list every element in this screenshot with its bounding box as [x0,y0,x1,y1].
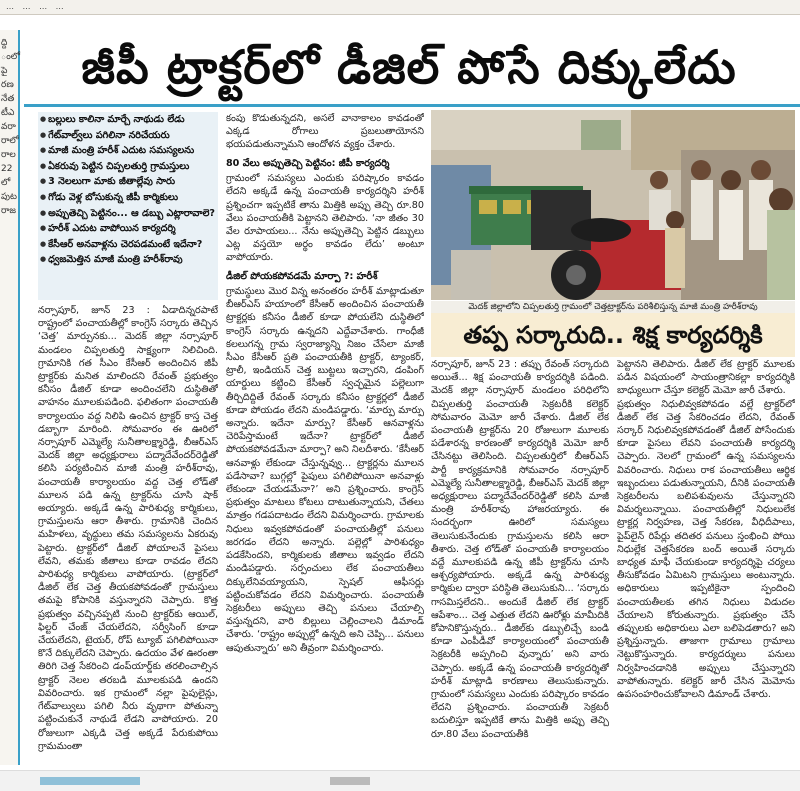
highlight-item: ● బల్లులు కాలినా మార్చే నాథుడు లేడు [38,112,218,128]
news-photo [431,110,795,300]
sidebar-headline: తప్ప సర్కారుది.. శిక్ష కార్యదర్శికి [431,313,795,357]
article-column-2 [226,112,424,762]
top-strip-text: … [39,2,48,11]
article-column-4 [617,358,795,760]
highlight-item: ● ధ్వజమెత్తిన మాజీ మంత్రి హరీశ్‌రావు [38,252,218,268]
adjacent-column-strip [0,30,20,765]
photo-illustration [431,110,795,300]
highlight-item: ● అప్పుతెచ్చి పెట్టినం... ఆ డబ్బు ఎట్లారావాలె? [38,206,218,222]
next-story-graphic [40,777,140,785]
headline-rule [24,104,800,107]
highlight-item: ● గేట్‌వాల్వ్‌లు పగిలినా నరిచేయరు [38,128,218,144]
highlight-item: ● 3 నెలలుగా మాకు జీతాల్లేవు సారు [38,174,218,190]
highlight-item: ● కేసీఆర్‌ అనవాళ్లను చెరపడమంటే ఇదేనా? [38,237,218,253]
adjacent-column-text: ద్ది ంలో పై రణ నేత టీఎ వరా రాలో రాల 22 లో పుట రాజ [1,38,21,216]
top-strip-text: … [6,2,14,11]
article-paragraph: పెట్టానని తెలిపారు. డీజిల్‌ లేక ట్రాక్టర్‌ మూలకు పడిన విషయంలో సాయంత్రానికల్లా కార్యదర్శికి బాధ్యులుగా చేస్తూ కలెక్టర్‌ మెమో జారీ చేశారు. [617,359,795,397]
highlight-item: ● ఏకరువు పెట్టిన చిప్పలతుర్తి గ్రామస్తులు [38,159,218,175]
highlight-item: ● మాజీ మంత్రి హరీశ్‌ ఎదుట సమస్యలను [38,143,218,159]
article-column-1 [38,304,218,759]
article-paragraph: గ్రామంలో సమస్యలు ఎందుకు పరిష్కారం కావడం లేదని అక్కడే ఉన్న పంచాయతీ కార్యదర్శిని హరీశ్‌ ప్రశ్నించగా ఇప్పటికే తాను మిత్తికి అప్పు తెచ్చి రూ.80 వేలు పంచాయతీకి పెట్టానని తెలిపారు. ‘నా జీతం 30 వేల రూపాయలు... నేను అప్పుతెచ్చి పెట్టిన డబ్బులు ఎట్ల వస్తయో అర్థం కావడం లేదు’ అంటూ వాపోయారు. [226,173,424,264]
article-paragraph: నర్సాపూర్‌, జూన్‌ 23 : ఏడాదిన్నరపాటే రాష్ట్రంలో పంచాయతీల్లో కాంగ్రెస్‌ సర్కారు తెచ్చిన ‘చెత్త’ మార్పునకు... మెదక్‌ జిల్లా నర్సాపూర్‌ మండలం చిప్పలతుర్తి సాక్ష్యంగా నిలిచింది. గ్రామానికి గత సీఎం కేసీఆర్‌ అందించిన జీపీ ట్రాక్టర్‌కు మనిత మాలిందని రేవంత్‌ ప్రభుత్వం కనీసం డీజిల్‌ కూడా అందించలేని దుస్థితితో వాహనం మూలకుపడింది. ఫలితంగా పంచాయతీ కార్యాలయం వద్ద నిలిపి ఉంచిన ట్రాక్టర్‌ కాస్త చెత్త డబ్బాగా మారింది. సోమవారం ఈ ఊరిలో నర్సాపూర్‌ ఎమ్మెల్యే సునీతాలక్ష్మారెడ్డి, బీఆర్‌ఎస్‌ మెదక్‌ జిల్లా అధ్యక్షురాలు పద్మాదేవేందర్‌రెడ్డితో కలిసి పర్యటించిన మాజీ మంత్రి హరీశ్‌రావు, పంచాయతీ కార్యాలయం వద్ద చెత్త లోడ్‌తో మూలన పడి ఉన్న ట్రాక్టర్‌ను చూసి షాక్‌ అయ్యారు. అక్కడే ఉన్న పారిశుధ్య కార్మికులు, గ్రామస్తులను ఆరా తీశారు. గ్రామానికి చెందిన మహిళలు, వృద్ధులు తమ సమస్యలను ఏకరువు పెట్టారు. ట్రాక్టర్‌లో డీజిల్‌ పోయాలనే పైసలు లేవని, తమకు జీతాలు కూడా రావడం లేదని పారిశుధ్య కార్మికులు వాపోయారు. (ట్రాక్టర్‌లో డీజిల్‌ లేక చెత్త తీయకపోవడంతో గ్రామస్తులు తమపై కోపానికి వస్తున్నారని చెప్పారు. కొత్త ప్రభుత్వం వచ్చినప్పటి నుంచి ట్రాక్టర్‌కు ఆయిల్‌, ఫిల్టర్‌ చేంజ్‌ చేయలేదని, సర్వీసింగ్‌ కూడా చేయలేదని, టైయర్‌, రోప్‌ ట్యూబ్‌ పగిలిపోయినా కొనే దిక్కులేదని చెప్పారు. ఉదయం వేళ ఊరంతా తిరిగి చెత్త సేకరించి డంప్‌యార్డ్‌కు తరలించాల్సిన ట్రాక్టర్‌ నెలల తరబడి మూలకుపడి ఉందని వివరించారు. ఇక గ్రామంలో నల్లా పైపులైన్లు, గేట్‌వాల్వులు పగిలి నీరు వృథాగా పోతున్నా పట్టించుకునే నాథుడే లేడని వాపోయారు. 20 రోజులుగా ఎక్కడి చెత్త అక్కడే పేరుకుపోయి గ్రామమంతా [38,305,218,752]
article-subheading: డీజిల్‌ పోయకపోవడమే మార్పా ?: హరీశ్‌ [226,270,378,282]
highlights-box [38,112,218,300]
next-story-graphic [330,777,370,785]
article-subheading: 80 వేలు అప్పుతెచ్చి పెట్టినం: జీపీ కార్యదర్శి [226,157,390,169]
photo-caption: మెదక్‌ జిల్లాలోని చిప్పలతుర్తి గ్రామంలో చెత్తట్రాక్టర్‌ను పరిశీలిస్తున్న మాజీ మంత్రి హరీశ్‌రావు [431,301,795,313]
highlight-item: ● గోడు వెళ్ల బోసుకున్న జీపీ కార్మికులు [38,190,218,206]
next-story-strip [0,770,800,791]
article-column-3 [431,358,609,760]
article-paragraph: గ్రామస్థులు మొర విన్న అనంతరం హరీశ్‌ మాట్లాడుతూ బీఆర్‌ఎస్‌ హయాంలో కేసీఆర్‌ అందించిన పంచాయతీ ట్రాక్టర్లకు కనీసం డీజిల్‌ కూడా పోయలేని దుస్థితిలో కాంగ్రెస్‌ సర్కారు ఉన్నదని ఎద్దేవాచేశారు. గాంధీజీ కలలుగన్న గ్రామ స్వరాజ్యాన్ని నిజం చేసేలా మాజీ సీఎం కేసీఆర్‌ ప్రతి పంచాయతీకి ట్రాక్టర్‌, ట్యాంకర్‌, ట్రాలీ, ఇండియన్‌ చెత్త బుట్టలు ఇచ్చారని, డంపింగ్‌ యార్డులు కట్టించి కేసీఆర్‌ స్వచ్ఛమైన పల్లెలుగా తీర్చిదిద్దితే రేవంత్‌ సర్కారు కనీసం ట్రాక్టర్లలో డీజిల్‌ కూడా పోయడం లేదని మండిపడ్డారు. ‘మార్పు మార్పు అన్నారు. ఇదేనా మార్పు? కేసీఆర్‌ ఆనవాళ్లను చెరిపేస్తామంటే ఇదేనా? ట్రాక్టర్‌లో డీజిల్‌ పోయకపోవడమేనా మార్పా? అని నిలదీశారు. ‘కేసీఆర్‌ ఆనవాళ్లు లేకుండా చేస్తున్నవ్వు... ట్రాక్టర్లను మూలన పడేసావా? బుగ్గల్లో పైపులు పగిలిపోయినా అనవాళ్లు లేకుండా చేయడమేనా?’ అని ప్రశ్నించారు. కాంగ్రెస్‌ ప్రభుత్వం మాటలు కోటలు దాటుతున్నాయని, చేతలు మాత్రం గడపదాటడం లేదని విమర్శించారు. గ్రామాలకు నిధులు ఇవ్వకపోవడంతో పంచాయతీల్లో పనులు జరగడం లేదని అన్నారు. పల్లెల్లో పారిశుధ్యం పడకేసిందని, కార్మికులకు జీతాలు ఇవ్వడం లేదని మండిపడ్డారు. సర్పంచులు లేక పంచాయతీలు దిక్కులేనివయ్యాయని, స్పెషల్‌ ఆఫీసర్లు పట్టించుకోవడం లేదని విమర్శించారు. పంచాయతీ సెక్రటరీలు అప్పులు తెచ్చి పనులు చేయాల్సి వస్తున్నదని, వారి బిల్లులు చెల్లించాలని డిమాండ్‌ చేశారు. ‘రాష్ట్రం అప్పుల్లో ఉన్నది అని చెప్పి... పనులు ఆపుతున్నారు’ అని తీవ్రంగా విమర్శించారు. [226,286,424,654]
article-paragraph: ప్రభుత్వం నిధులివ్వకపోవడం వల్లే ట్రాక్టర్‌లో డీజిల్‌ లేక చెత్త సేకరించడం లేదని, రేవంత్‌ సర్కార్‌ నిధులివ్వకపోవడంతో డీజిల్‌ పోసేందుకు కూడా పైసలు లేవని పంచాయతీ కార్యదర్శి చెప్పారు. నెలలో గ్రామంలో ఉన్న సమస్యలను వివరించారు. నిధులు రాక పంచాయతీలు ఆర్థిక ఇబ్బందులు పడుతున్నాయని, దీనికి పంచాయతీ సెక్రటరీలను బలిపశువులను చేస్తున్నారని విమర్శలున్నాయి. పంచాయతీల్లో నిధులులేక ట్రాక్టర్ల నిర్వహణ, చెత్త సేకరణ, వీధిదీపాలు, పైప్‌లైన్‌ రిపేర్లు తదితర పనులు స్తంభించి పోయి నిధుల్లేక చెత్తసేకరణ బంద్‌ అయితే సర్కారు బాధ్యత మాఫీ చేయకుండా కార్యదర్శిపై చర్యలు తీసుకోవడం ఏమిటని గ్రామస్తులు అంటున్నారు. అధికారులు ఇప్పటికైనా స్పందించి పంచాయతీలకు తగిన నిధులు విడుదల చేయాలని కోరుతున్నారు. ప్రభుత్వం చేసే తప్పులకు అధికారులు ఎలా బలిపెడతారు? అని ప్రశ్నిస్తున్నారు. తాజాగా గ్రామాలు గ్రామాలు నెట్టుకొస్తున్నారు. కార్యదర్శులు పనులు నిర్వహించడానికి అప్పులు చేస్తున్నారని వాపోతున్నారు. కలెక్టర్‌ జారీ చేసిన మెమోను ఉపసంహరించుకోవాలని డిమాండ్‌ చేశారు. [617,398,795,701]
previous-page-strip [0,0,800,15]
main-headline: జీపీ ట్రాక్టర్‌లో డీజిల్‌ పోసే దిక్కులేదు [81,40,737,94]
article-paragraph: కంపు కొడుతున్నదని, అసలే వానాకాలం కావడంతో ఎక్కడ రోగాలు ప్రబలుతాయోనని భయపడుతున్నామని ఆందోళన వ్యక్తం చేశారు. [226,113,424,151]
top-strip-text: … [55,2,64,11]
top-strip-text: … [22,2,31,11]
article-paragraph: నర్సాపూర్‌, జూన్‌ 23 : తప్పు రేవంత్‌ సర్కారుది అయితే... శిక్ష పంచాయతీ కార్యదర్శికి పడింది. మెదక్‌ జిల్లా నర్సాపూర్‌ మండలం పరిధిలోని చిప్పలతుర్తి పంచాయతీ సెక్రటరీకి కలెక్టర్‌ సోమవారం మెమో జారీ చేశారు. డీజిల్‌ లేక పంచాయతీ ట్రాక్టర్‌ను 20 రోజులుగా మూలకు పడేశారన్న కారణంతో కార్యదర్శికి మెమో జారీ చేసినట్టు తెలిసింది. చిప్పలతుర్తిలో బీఆర్‌ఎస్‌ పార్టీ కార్యక్రమానికి సోమవారం నర్సాపూర్‌ ఎమ్మెల్యే సునీతాలక్ష్మారెడ్డి, బీఆర్‌ఎస్‌ మెదక్‌ జిల్లా అధ్యక్షురాలు పద్మాదేవేందర్‌రెడ్డితో కలిసి మాజీ మంత్రి హరీశ్‌రావు హాజరయ్యారు. ఈ సందర్భంగా ఊరిలో సమస్యలు తెలుసుకునేందుకు గ్రామస్తులను కలిసి ఆరా తీశారు. చెత్త లోడ్‌తో పంచాయతీ కార్యాలయం వద్దే మూలకుపడి ఉన్న జీపీ ట్రాక్టర్‌ను చూసి ఆశ్చర్యపోయారు. అక్కడే ఉన్న పారిశుధ్య కార్మికుల ద్వారా పరిస్థితి తెలుసుకుని... ‘సర్కారు గాసమిస్తలేదని.. అందుకే డీజిల్‌ లేక ట్రాక్టర్‌ ఆపేశాం... చెత్త ఎత్తుత లేదని ఊరోళ్లు మామీదికి కోపానికొస్తున్నరు.. డీజిల్‌కు డబ్బులిచ్చే బండి కూడా ఎంపీడీవో కార్యాలయంలో పంచాయతీ సెక్రటరీకి అప్పగించి వున్నారు’ అని వారు చెప్పారు. అక్కడే ఉన్న పంచాయతీ కార్యదర్శితో హరీశ్‌ మాట్లాడి కారణాలు తెలుసుకున్నారు. గ్రామంలో సమస్యలు ఎందుకు పరిష్కారం కావడం లేదని ప్రశ్నించారు. పంచాయతీ సెక్రటరీ బదులిస్తూ ఇప్పటికే తాను మిత్తికి అప్పు తెచ్చి రూ.80 వేలు పంచాయతీకి [431,359,609,740]
highlight-item: ● హరీశ్‌ ఎదుట వాపోయిన కార్యదర్శి [38,221,218,237]
